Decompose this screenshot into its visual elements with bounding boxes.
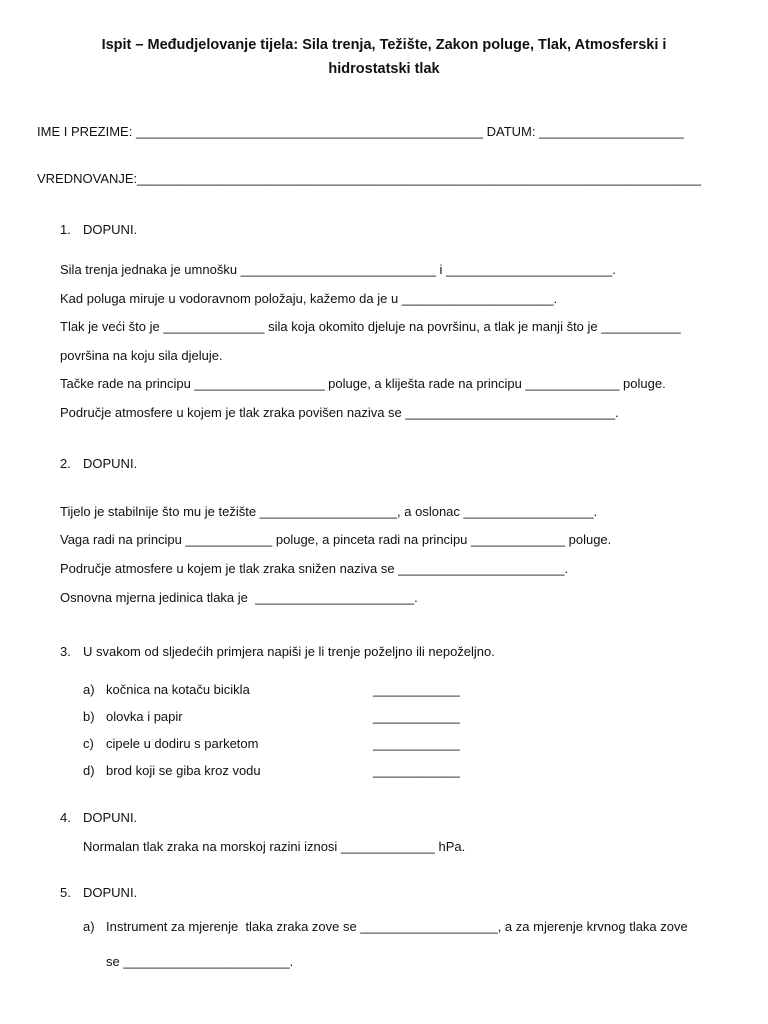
question-3-item-letter: c) <box>83 736 94 751</box>
question-1-line[interactable]: Područje atmosfere u kojem je tlak zraka povišen naziva se _____________________________. <box>60 405 619 420</box>
question-5-line[interactable]: Instrument za mjerenje tlaka zraka zove se ___________________, a za mjerenje krvnog tlaka zove <box>106 919 688 934</box>
question-3-item-blank[interactable]: ____________ <box>373 736 460 751</box>
name-date-field[interactable]: IME I PREZIME: ________________________________________________ DATUM: ____________________ <box>37 124 684 139</box>
page-title-line-1: Ispit – Međudjelovanje tijela: Sila trenja, Težište, Zakon poluge, Tlak, Atmosferski i <box>101 37 667 53</box>
question-4-heading: DOPUNI. <box>83 810 138 825</box>
question-5-item-letter: a) <box>83 919 95 934</box>
question-5-heading: DOPUNI. <box>83 885 138 900</box>
question-1-line[interactable]: Tlak je veći što je ______________ sila koja okomito djeluje na površinu, a tlak je manji što je ___________ <box>60 319 681 334</box>
question-2-line[interactable]: Tijelo je stabilnije što mu je težište ___________________, a oslonac __________________. <box>60 504 598 519</box>
question-3-item-text: brod koji se giba kroz vodu <box>106 763 261 778</box>
question-5-number: 5. <box>60 885 71 900</box>
question-2-line[interactable]: Područje atmosfere u kojem je tlak zraka snižen naziva se _______________________. <box>60 561 569 576</box>
question-3-item-blank[interactable]: ____________ <box>373 709 460 724</box>
question-3-item-letter: d) <box>83 763 95 778</box>
question-1-line[interactable]: Tačke rade na principu __________________ poluge, a kliješta rade na principu _____________ poluge. <box>60 376 666 391</box>
question-3-item-text: kočnica na kotaču bicikla <box>106 682 250 697</box>
grading-field[interactable]: VREDNOVANJE:______________________________________________________________________________ <box>37 171 702 186</box>
question-3-item-blank[interactable]: ____________ <box>373 763 460 778</box>
question-3-heading: U svakom od sljedećih primjera napiši je li trenje poželjno ili nepoželjno. <box>83 644 495 659</box>
page-title-line-2: hidrostatski tlak <box>328 61 440 77</box>
question-1-line: površina na koju sila djeluje. <box>60 348 223 363</box>
question-1-line[interactable]: Kad poluga miruje u vodoravnom položaju, kažemo da je u _____________________. <box>60 291 558 306</box>
question-2-line[interactable]: Vaga radi na principu ____________ poluge, a pinceta radi na principu _____________ poluge. <box>60 532 612 547</box>
question-1-heading: DOPUNI. <box>83 222 138 237</box>
question-3-number: 3. <box>60 644 71 659</box>
question-1-number: 1. <box>60 222 71 237</box>
question-2-line[interactable]: Osnovna mjerna jedinica tlaka je ______________________. <box>60 590 418 605</box>
question-3-item-blank[interactable]: ____________ <box>373 682 460 697</box>
question-3-item-letter: a) <box>83 682 95 697</box>
question-4-line[interactable]: Normalan tlak zraka na morskoj razini iznosi _____________ hPa. <box>83 839 466 854</box>
question-2-heading: DOPUNI. <box>83 456 138 471</box>
question-3-item-text: cipele u dodiru s parketom <box>106 736 259 751</box>
question-3-item-text: olovka i papir <box>106 709 183 724</box>
question-2-number: 2. <box>60 456 71 471</box>
question-5-line[interactable]: se _______________________. <box>106 954 294 969</box>
question-1-line[interactable]: Sila trenja jednaka je umnošku ___________________________ i _______________________. <box>60 262 616 277</box>
question-3-item-letter: b) <box>83 709 95 724</box>
question-4-number: 4. <box>60 810 71 825</box>
